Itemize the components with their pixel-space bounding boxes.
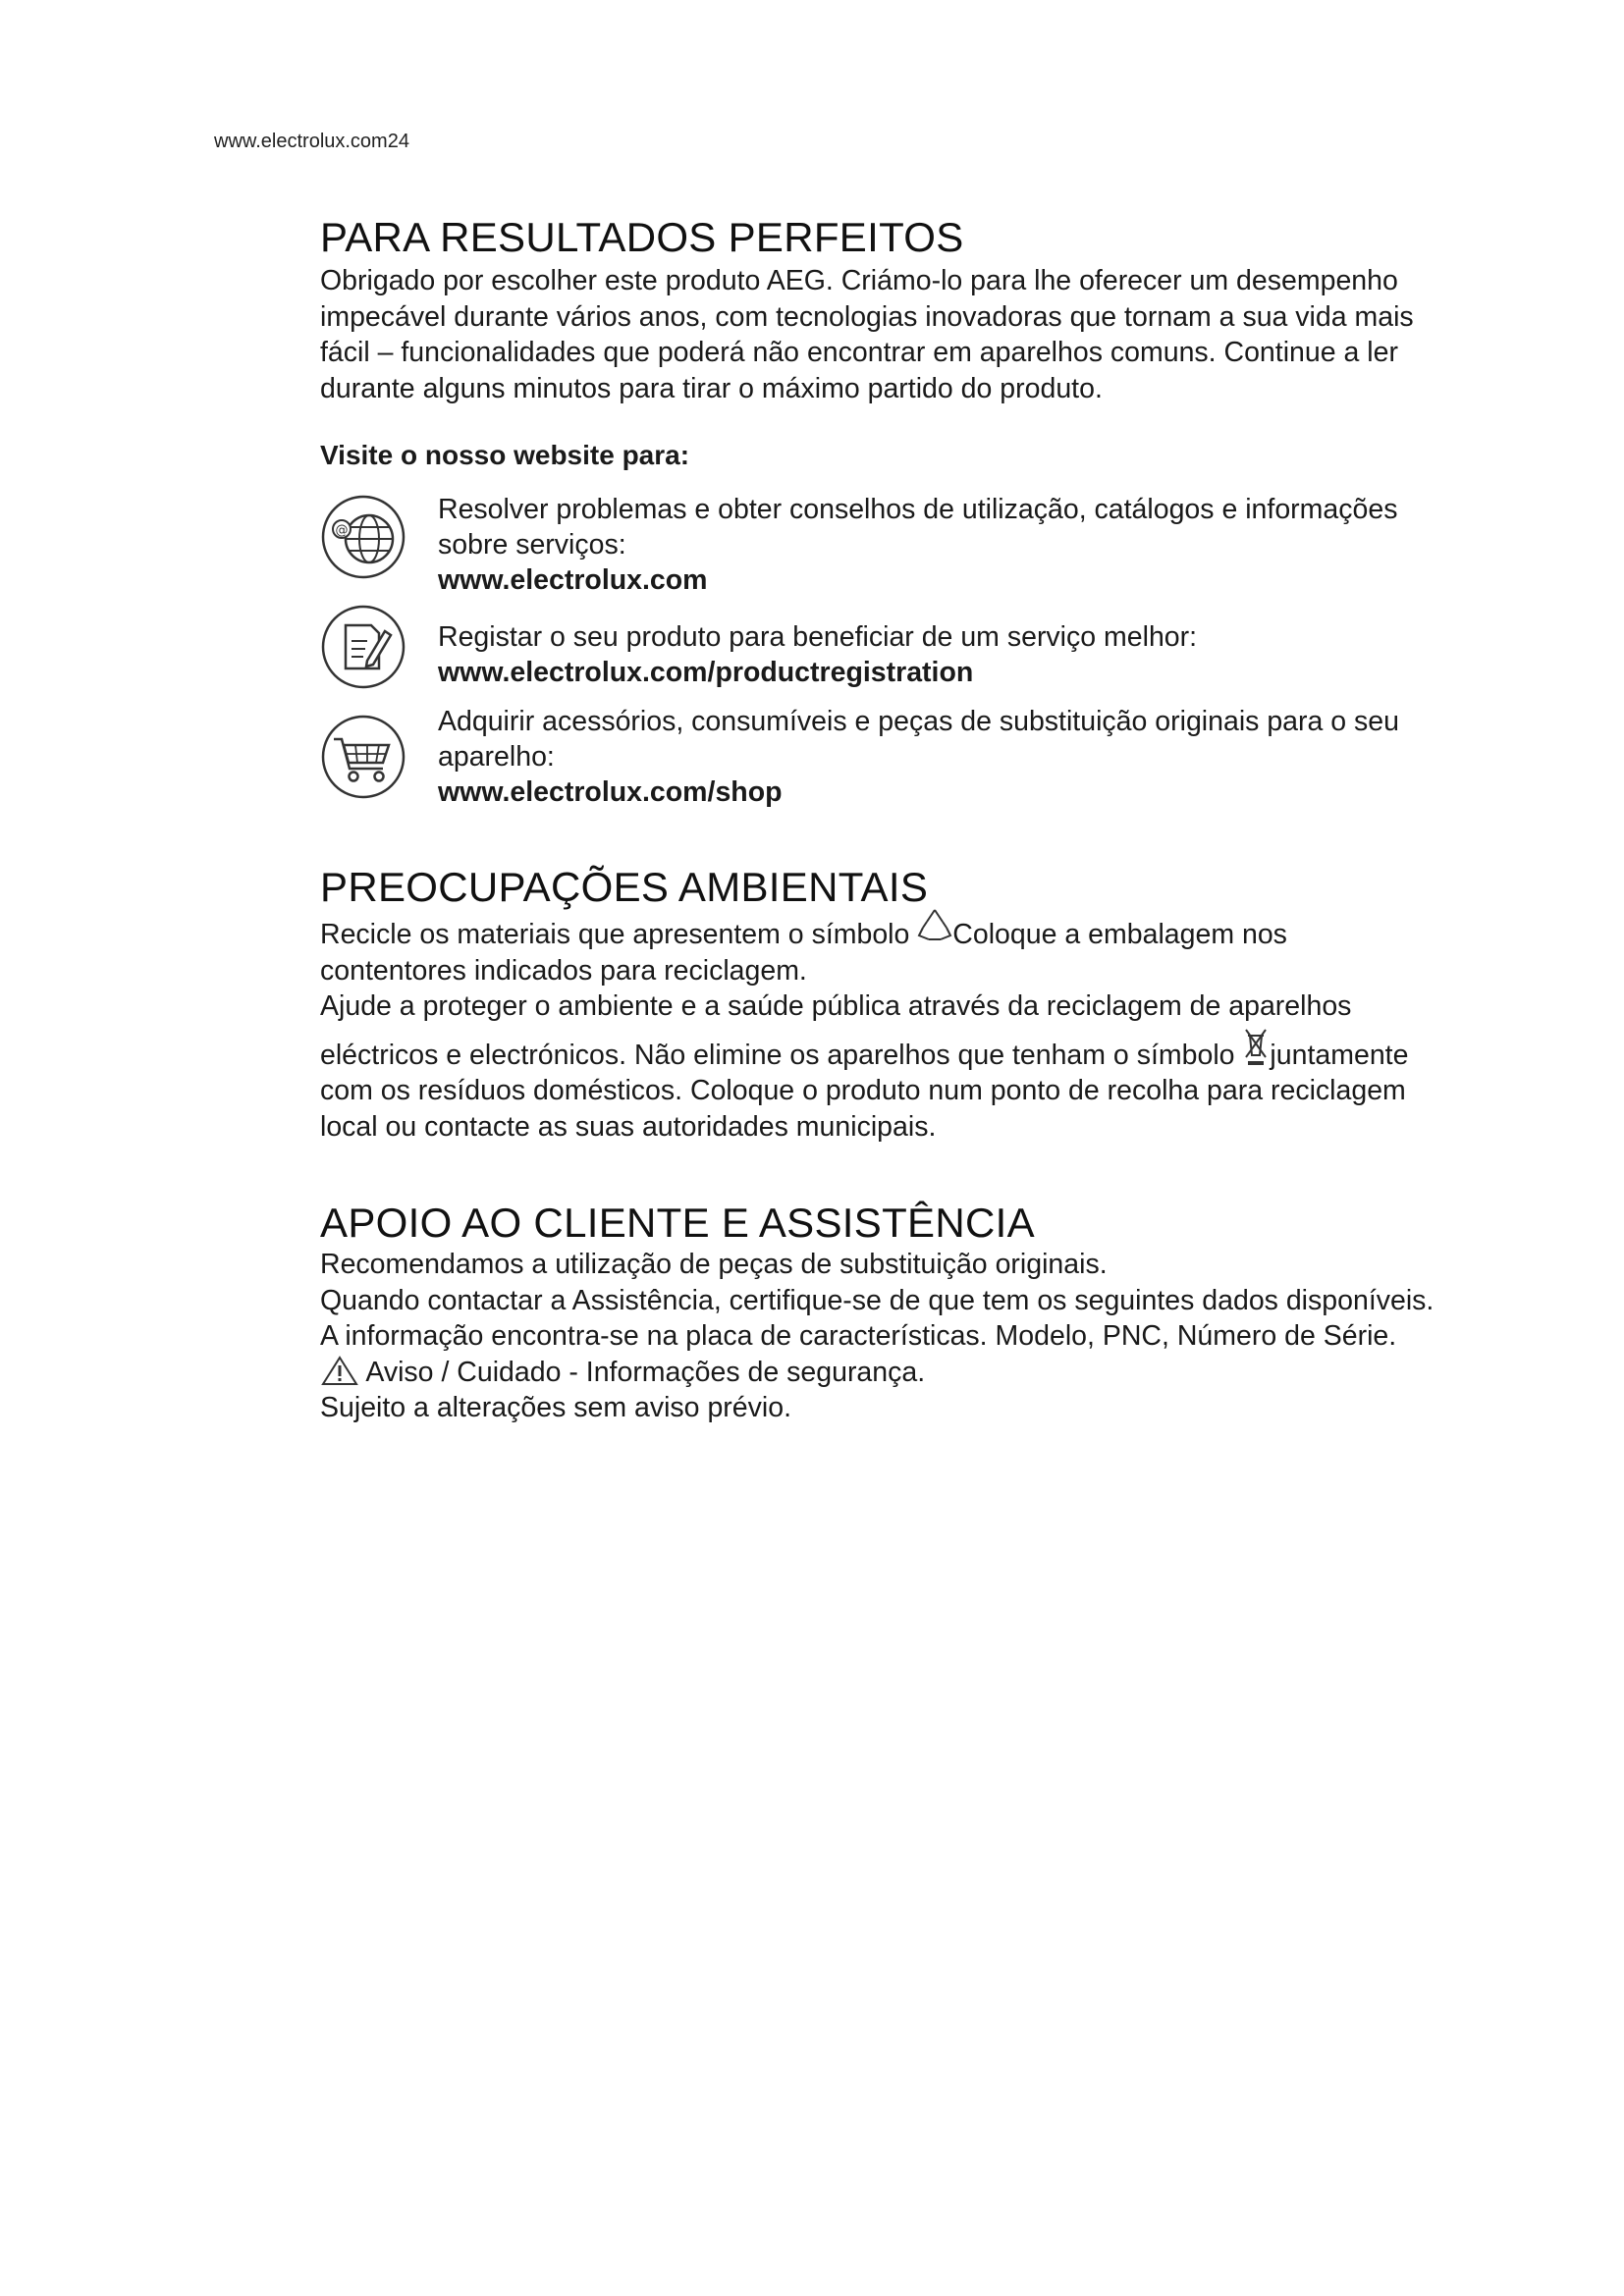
service-registration-link[interactable]: www.electrolux.com/productregistration	[438, 657, 974, 688]
service-row-support	[320, 494, 1498, 598]
service-row-registration	[320, 604, 1498, 690]
visit-heading: Visite o nosso website para:	[320, 440, 690, 470]
intro-line-1: Obrigado por escolher este produto AEG. Criámo-lo para lhe oferecer um desempenho	[320, 265, 1398, 297]
support-line-3: A informação encontra-se na placa de características. Modelo, PNC, Número de Série.	[320, 1320, 1397, 1353]
visit-section	[320, 440, 1498, 471]
support-title: APOIO AO CLIENTE E ASSISTÊNCIA	[320, 1200, 1035, 1246]
intro-section	[320, 214, 1498, 406]
service-shop-link[interactable]: www.electrolux.com/shop	[438, 776, 783, 808]
service-shop-text-1: Adquirir acessórios, consumíveis e peças de substituição originais para o seu	[438, 706, 1400, 737]
environment-line-1b: Coloque a embalagem nos	[952, 919, 1287, 951]
environment-line-4b: juntamente	[1270, 1039, 1409, 1071]
environment-line-5: com os resíduos domésticos. Coloque o produto num ponto de recolha para reciclagem	[320, 1075, 1406, 1107]
warning-icon	[320, 1355, 359, 1386]
environment-title: PREOCUPAÇÕES AMBIENTAIS	[320, 864, 929, 910]
environment-line-2: contentores indicados para reciclagem.	[320, 954, 807, 987]
service-shop-text-2: aparelho:	[438, 741, 555, 773]
cart-icon	[320, 714, 406, 800]
environment-line-4	[320, 1038, 1498, 1074]
support-warning-line	[320, 1355, 1498, 1391]
service-support-text-1: Resolver problemas e obter conselhos de utilização, catálogos e informações	[438, 494, 1398, 525]
environment-line-1	[320, 917, 1498, 953]
environment-line-1a: Recicle os materiais que apresentem o símbolo	[320, 919, 910, 951]
support-warning-text: Aviso / Cuidado - Informações de segurança.	[365, 1356, 926, 1388]
support-line-1: Recomendamos a utilização de peças de substituição originais.	[320, 1249, 1108, 1281]
intro-title: PARA RESULTADOS PERFEITOS	[320, 214, 964, 260]
page-header-url: www.electrolux.com24	[214, 131, 409, 152]
service-row-shop	[320, 706, 1498, 810]
intro-line-2: impecável durante vários anos, com tecnologias inovadoras que tornam a sua vida mais	[320, 300, 1414, 333]
support-line-2: Quando contactar a Assistência, certifique-se de que tem os seguintes dados disponíveis.	[320, 1284, 1435, 1316]
environment-section	[320, 864, 1498, 1145]
service-support-link[interactable]: www.electrolux.com	[438, 564, 708, 596]
intro-line-4: durante alguns minutos para tirar o máximo partido do produto.	[320, 372, 1103, 404]
support-section	[320, 1200, 1498, 1426]
intro-line-3: fácil – funcionalidades que poderá não encontrar em aparelhos comuns. Continue a ler	[320, 337, 1398, 369]
registration-icon	[320, 604, 406, 690]
recycle-icon	[917, 906, 952, 945]
environment-line-4a: eléctricos e electrónicos. Não elimine os aparelhos que tenham o símbolo	[320, 1039, 1235, 1071]
globe-icon	[320, 494, 406, 580]
crossed-bin-icon	[1242, 1026, 1270, 1069]
svg-text:@: @	[335, 523, 349, 538]
service-support-text-2: sobre serviços:	[438, 529, 626, 561]
service-registration-text: Registar o seu produto para beneficiar de um serviço melhor:	[438, 621, 1198, 653]
support-line-5: Sujeito a alterações sem aviso prévio.	[320, 1392, 791, 1424]
environment-line-6: local ou contacte as suas autoridades municipais.	[320, 1110, 937, 1143]
environment-line-3: Ajude a proteger o ambiente e a saúde pública através da reciclagem de aparelhos	[320, 990, 1352, 1023]
